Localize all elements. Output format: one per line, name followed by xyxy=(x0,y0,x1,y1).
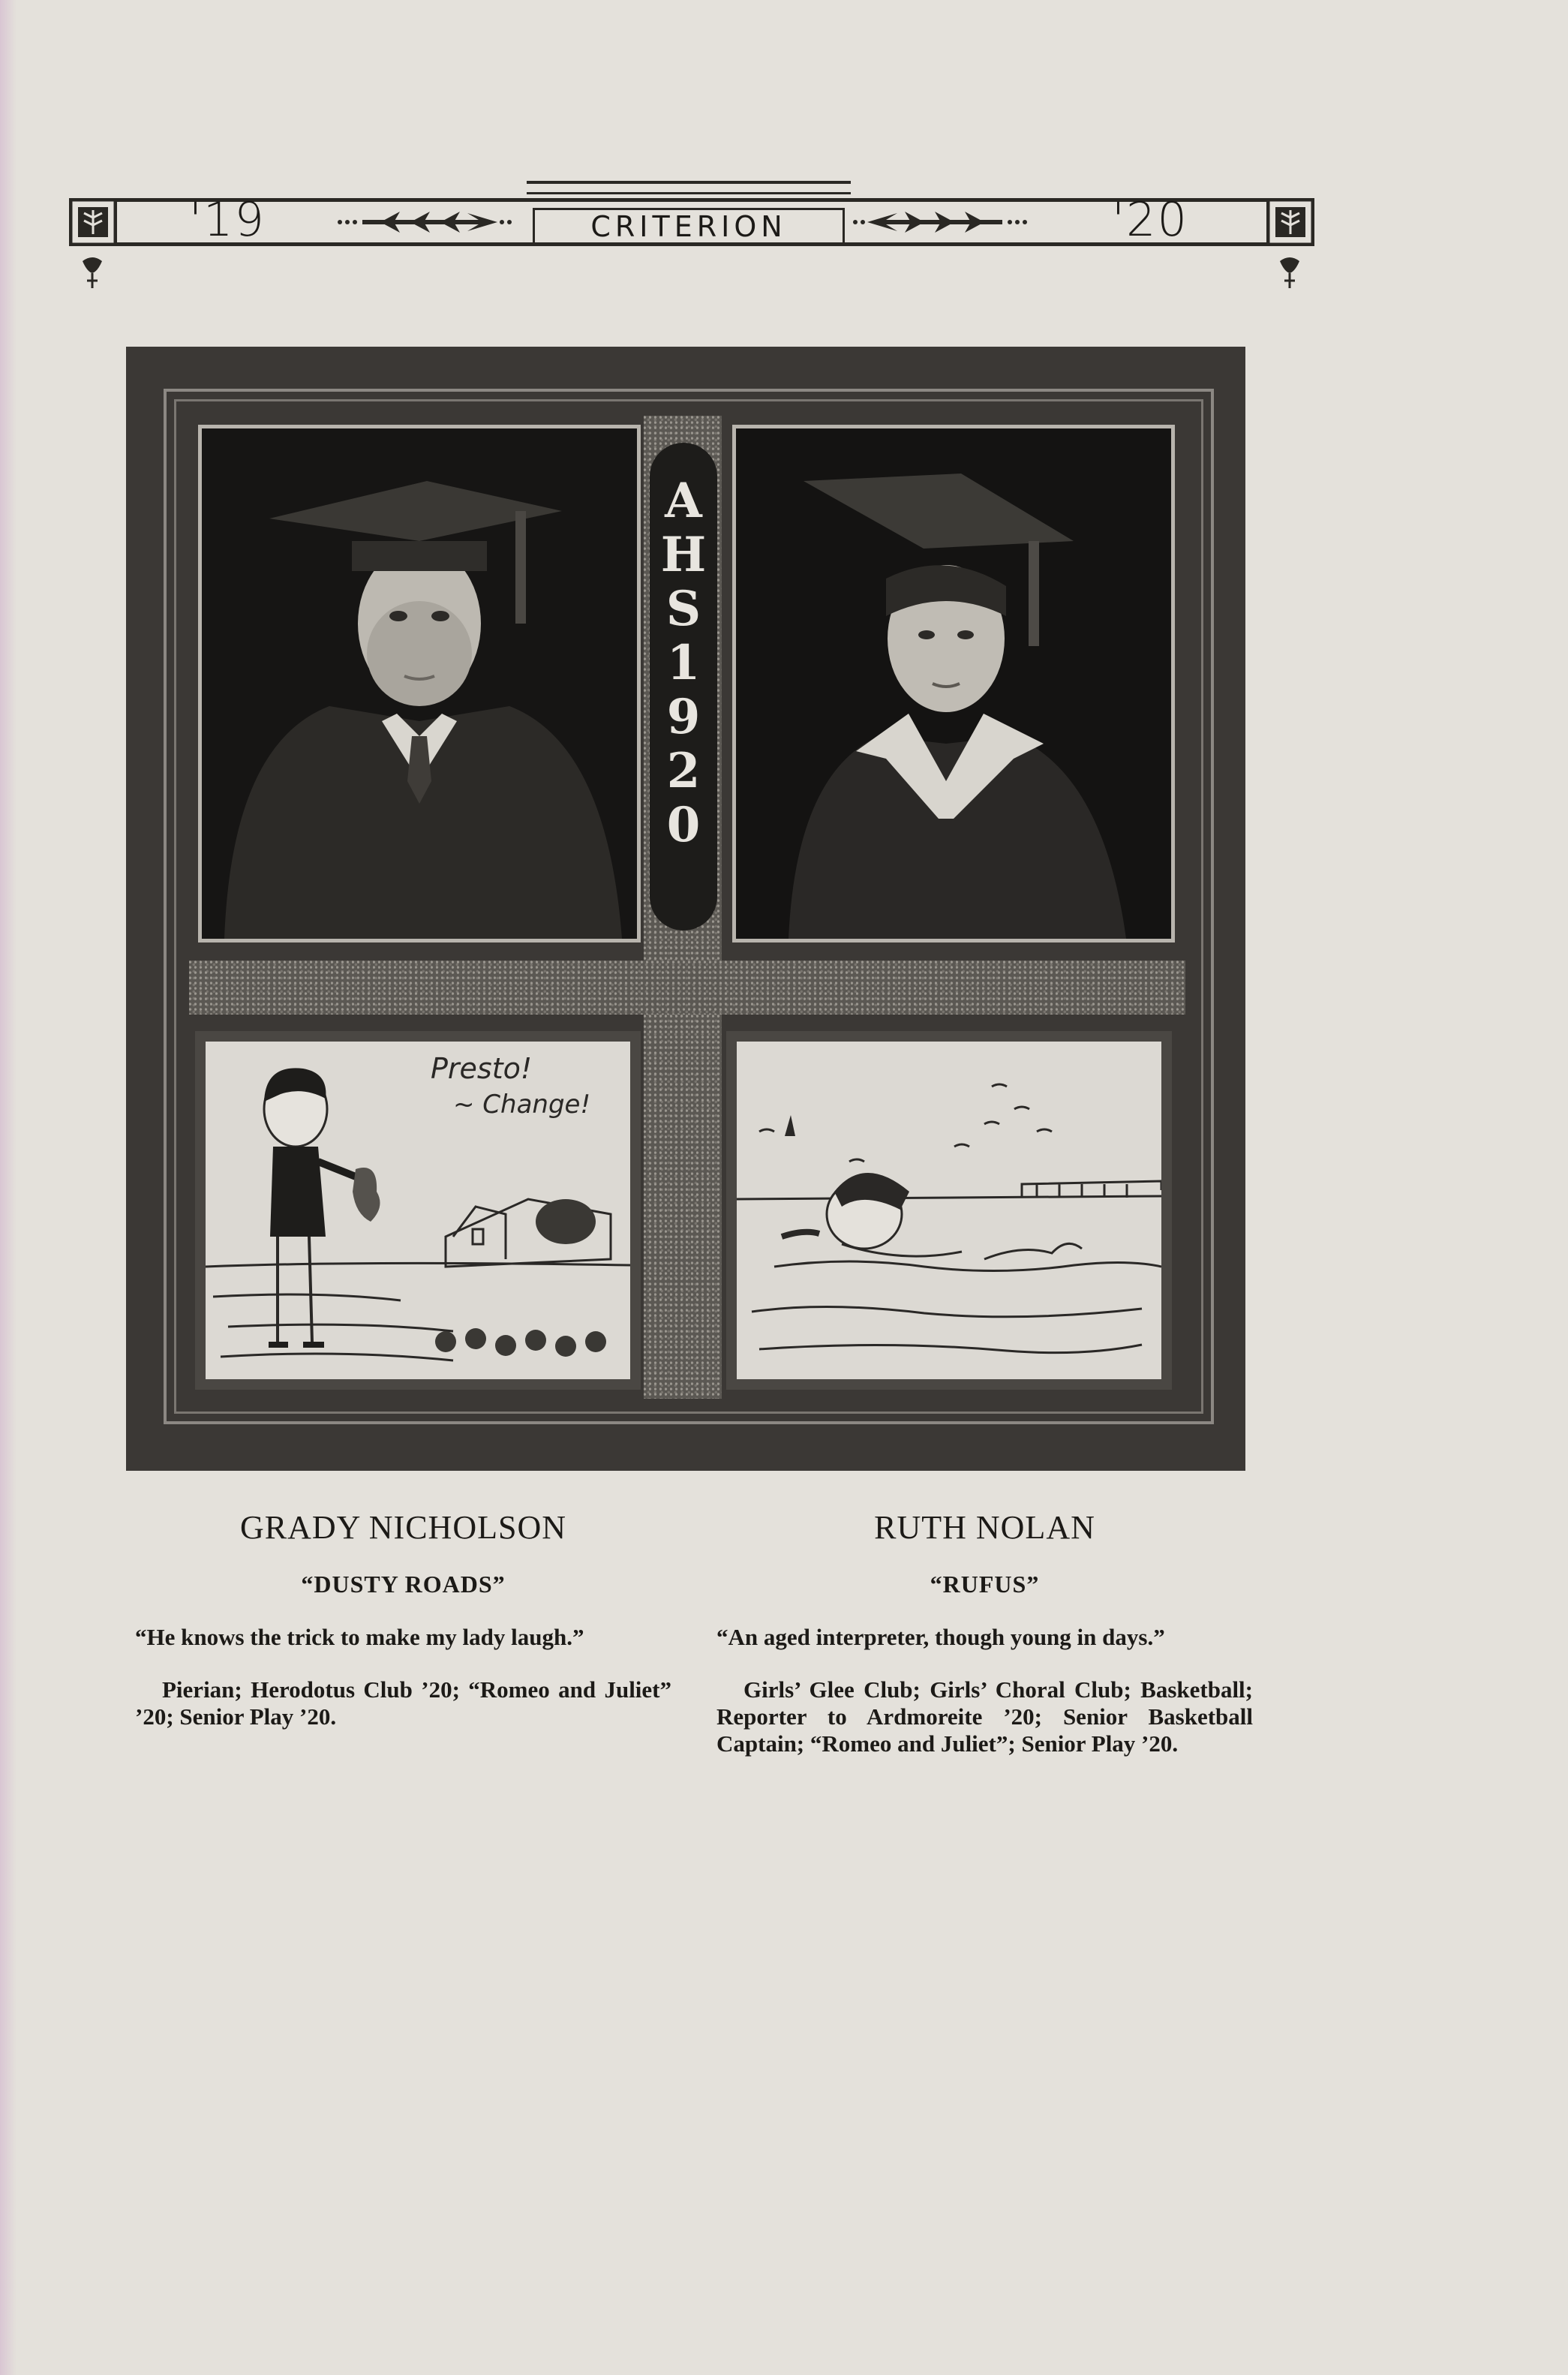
banner-char: 1 xyxy=(666,635,701,691)
student-nickname: “DUSTY ROADS” xyxy=(301,1571,506,1598)
sketch-caption-change: ~ Change! xyxy=(453,1090,591,1120)
photo-plate xyxy=(126,347,1245,1471)
header-year-right: '20 xyxy=(1112,192,1188,247)
page-header xyxy=(69,177,1314,290)
ahs-1920-banner-text xyxy=(650,474,717,852)
title-plaque-cap xyxy=(527,181,851,194)
banner-char: 0 xyxy=(666,797,701,853)
banner-char: A xyxy=(665,473,702,529)
student-quote: “He knows the trick to make my lady laugh.” xyxy=(135,1624,584,1650)
arrow-ornament-icon xyxy=(335,207,515,241)
leaf-emblem-icon xyxy=(69,198,117,246)
banner-char: S xyxy=(665,581,701,637)
portrait-ruth-nolan xyxy=(732,425,1175,942)
student-activities: Girls’ Glee Club; Girls’ Choral Club; Basketball; Reporter to Ardmoreite ’20; Senior Basketball Captain; “Romeo and Juliet”; Senior Play ’20. xyxy=(716,1676,1253,1757)
student-entry-grady-nicholson xyxy=(135,1508,671,1730)
banner-char: 9 xyxy=(666,689,701,745)
arrow-ornament-icon xyxy=(849,207,1029,241)
pendant-ornament-icon xyxy=(75,248,110,293)
banner-char: H xyxy=(660,527,707,583)
glitter-divider-horizontal xyxy=(189,961,1185,1015)
banner-char: 2 xyxy=(666,743,701,799)
sketch-swimmer xyxy=(726,1031,1172,1390)
student-entry-ruth-nolan xyxy=(716,1508,1253,1757)
portrait-grady-nicholson xyxy=(198,425,641,942)
header-year-left: '19 xyxy=(189,192,266,247)
pendant-ornament-icon xyxy=(1272,248,1307,293)
student-name: RUTH NOLAN xyxy=(874,1509,1095,1546)
student-activities: Pierian; Herodotus Club ’20; “Romeo and Juliet” ’20; Senior Play ’20. xyxy=(135,1676,671,1730)
publication-title: CRITERION xyxy=(533,208,845,245)
student-quote: “An aged interpreter, though young in days.” xyxy=(716,1624,1165,1650)
student-nickname: “RUFUS” xyxy=(930,1571,1040,1598)
sketch-caption-presto: Presto! xyxy=(431,1052,533,1085)
page-edge xyxy=(0,0,17,2375)
sketch-magician xyxy=(195,1031,641,1390)
student-name: GRADY NICHOLSON xyxy=(239,1509,567,1546)
leaf-emblem-icon xyxy=(1266,198,1314,246)
title-plaque xyxy=(527,181,851,259)
